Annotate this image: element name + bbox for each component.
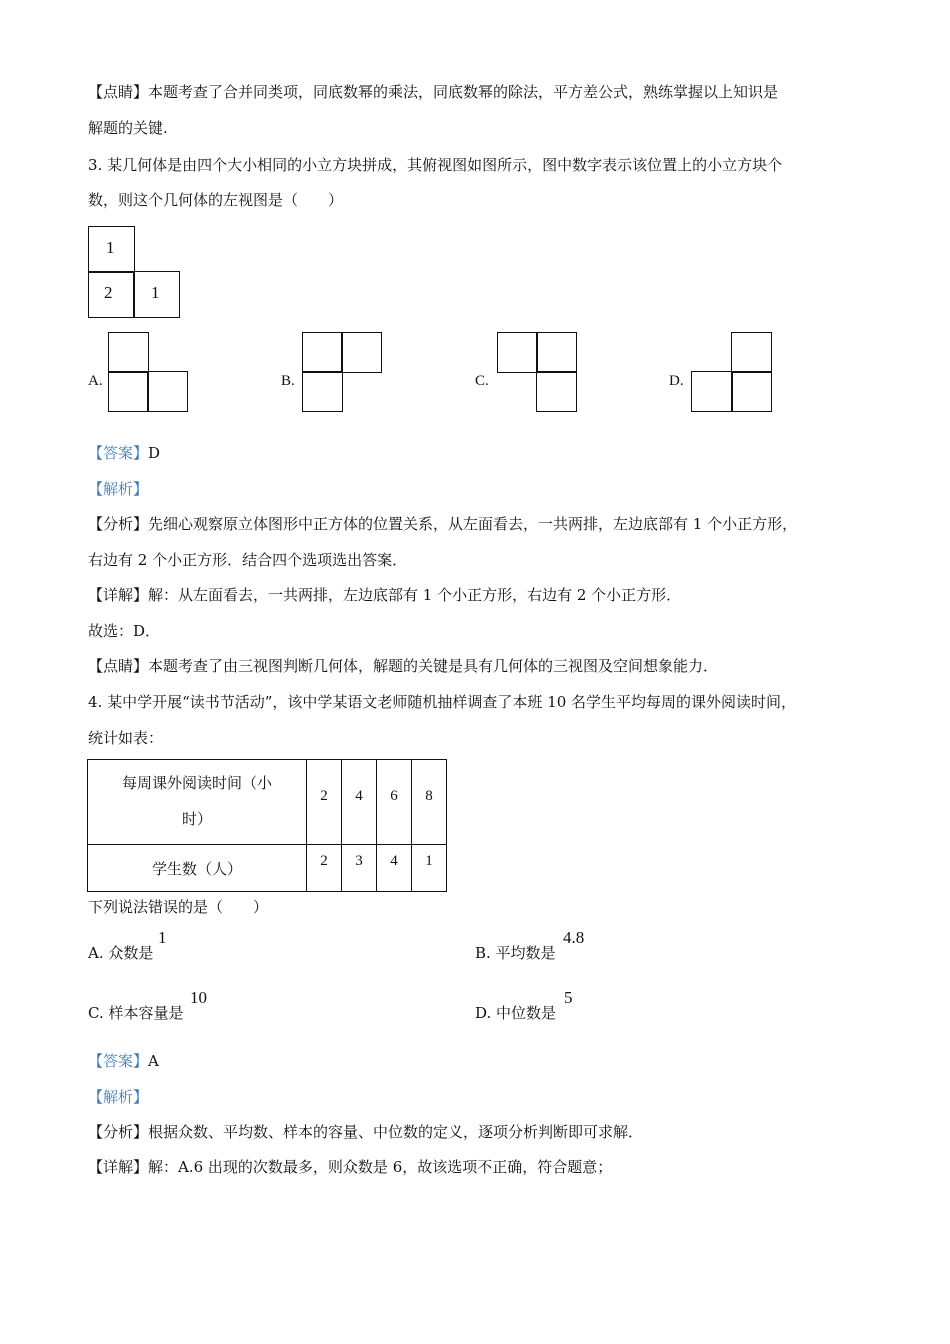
option-b-value: 4.8: [563, 928, 585, 947]
square: [731, 332, 772, 373]
grid-number-bottom-right: 1: [151, 283, 160, 302]
q4-stem-line1: 4. 某中学开展“读书节活动”，该中学某语文老师随机抽样调查了本班 10 名学生平均每周的课外阅读时间，: [88, 693, 797, 711]
reading-time-table: [87, 759, 447, 892]
xiangjie-text: 解：从左面看去，一共两排，左边底部有 1 个小正方形，右边有 2 个小正方形．: [148, 586, 682, 604]
table-header-cell: 学生数（人）: [88, 845, 307, 892]
q3-guxuan: 故选：D．: [88, 622, 161, 640]
table-cell: 1: [412, 845, 447, 892]
table-cell: 2: [307, 845, 342, 892]
q3-option-d-label: D.: [669, 373, 684, 389]
square: [536, 332, 577, 373]
dianjing-paragraph: [88, 82, 778, 102]
header-line1: 每周课外阅读时间（小: [121, 776, 272, 792]
square: [302, 371, 343, 412]
q4-analysis-tag: 【解析】: [88, 1088, 149, 1106]
q3-stem-line1: 3. 某几何体是由四个大小相同的小立方块拼成，其俯视图如图所示，图中数字表示该位置上的小立方块个: [88, 156, 783, 174]
xiangjie-text: 解：A.6 出现的次数最多，则众数是 6，故该选项不正确，符合题意；: [148, 1158, 613, 1176]
square: [691, 371, 733, 412]
grid-number-top-left: 1: [106, 238, 115, 257]
dianjing-text: 本题考查了合并同类项，同底数幂的乘法，同底数幂的除法，平方差公式，熟练掌握以上知识是: [148, 83, 779, 101]
fenxi-text: 根据众数、平均数、样本的容量、中位数的定义，逐项分析判断即可求解．: [148, 1123, 644, 1141]
square: [108, 332, 149, 373]
square: [731, 371, 772, 412]
q3-answer: [88, 443, 160, 463]
table-cell: 8: [412, 760, 447, 845]
option-d-text: D. 中位数是: [475, 1004, 557, 1022]
xiangjie-tag: 【详解】: [88, 1158, 149, 1176]
q4-fenxi: [88, 1122, 643, 1142]
q3-xiangjie: [88, 585, 681, 605]
q4-answer: [88, 1051, 159, 1071]
answer-tag: 【答案】: [88, 1052, 149, 1070]
dianjing-text: 本题考查了由三视图判断几何体，解题的关键是具有几何体的三视图及空间想象能力．: [148, 657, 719, 675]
q3-fenxi: [88, 514, 797, 534]
option-d-value: 5: [564, 988, 573, 1007]
q3-option-a-label: A.: [88, 373, 103, 389]
q3-option-c-label: C.: [475, 373, 489, 389]
answer-value: A: [148, 1052, 159, 1070]
option-c-value: 10: [190, 988, 207, 1007]
table-cell: 4: [342, 760, 377, 845]
square: [536, 371, 577, 412]
fenxi-tag: 【分析】: [88, 515, 149, 533]
header-line2: 时）: [181, 812, 212, 828]
answer-tag: 【答案】: [88, 444, 149, 462]
table-row: [88, 845, 447, 892]
q4-option-c: [88, 1003, 183, 1023]
q4-question: 下列说法错误的是（ ）: [88, 898, 269, 916]
q4-option-b: [475, 943, 556, 963]
table-cell: 4: [377, 845, 412, 892]
option-c-text: C. 样本容量是: [88, 1004, 184, 1022]
q4-option-a: [88, 943, 153, 963]
q4-xiangjie: [88, 1157, 612, 1177]
q4-stem-line2: 统计如表：: [88, 729, 164, 747]
square: [341, 332, 382, 373]
table-cell: 2: [307, 760, 342, 845]
square: [108, 371, 149, 412]
option-b-text: B. 平均数是: [475, 944, 556, 962]
table-header-cell: [88, 760, 307, 845]
dianjing-continuation: 解题的关键.: [88, 119, 168, 137]
square: [147, 371, 188, 412]
table-cell: 6: [377, 760, 412, 845]
table-row: [88, 760, 447, 845]
dianjing-tag: 【点睛】: [88, 83, 149, 101]
grid-number-bottom-left: 2: [104, 283, 113, 302]
q3-analysis-tag: 【解析】: [88, 480, 149, 498]
xiangjie-tag: 【详解】: [88, 586, 149, 604]
answer-value: D: [148, 444, 161, 462]
q3-dianjing: [88, 656, 718, 676]
q3-fenxi-continuation: 右边有 2 个小正方形．结合四个选项选出答案．: [88, 551, 408, 569]
option-a-value: 1: [158, 928, 167, 947]
q3-stem-line2: 数，则这个几何体的左视图是（ ）: [88, 191, 344, 209]
q4-option-d: [475, 1003, 556, 1023]
square: [302, 332, 343, 373]
fenxi-text: 先细心观察原立体图形中正方体的位置关系，从左面看去，一共两排，左边底部有 1 个小正方形，: [148, 515, 798, 533]
q3-option-b-label: B.: [281, 373, 295, 389]
fenxi-tag: 【分析】: [88, 1123, 149, 1141]
table-cell: 3: [342, 845, 377, 892]
dianjing-tag: 【点睛】: [88, 657, 149, 675]
square: [497, 332, 538, 373]
option-a-text: A. 众数是: [88, 944, 154, 962]
